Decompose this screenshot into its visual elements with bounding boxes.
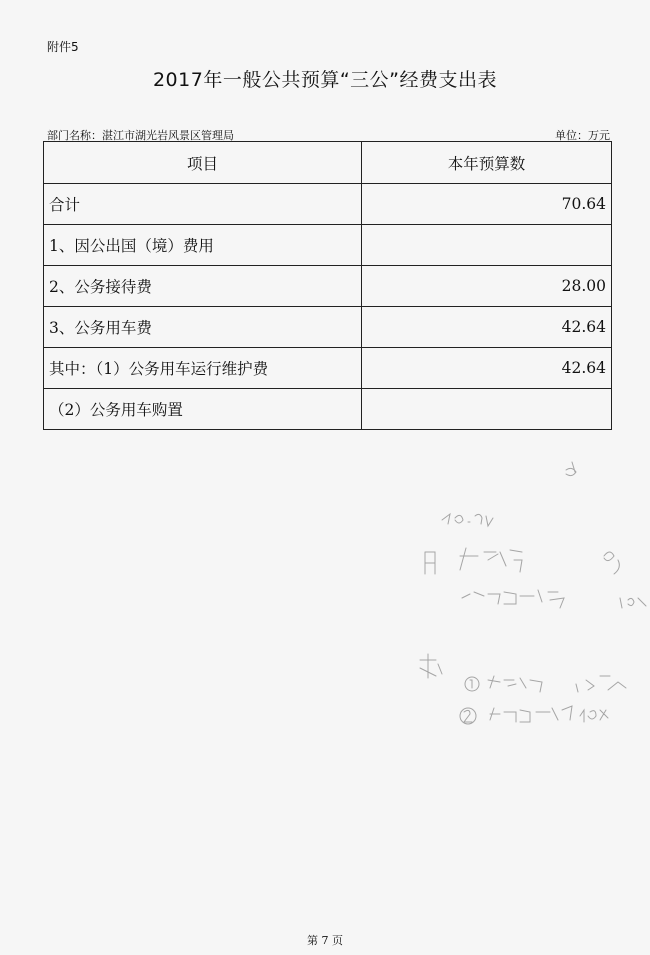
column-header-item: 项目 <box>44 142 362 184</box>
row-item: 2、公务接待费 <box>44 266 362 307</box>
row-item: 合计 <box>44 184 362 225</box>
table-header-row <box>44 142 612 184</box>
attachment-label: 附件5 <box>47 40 79 54</box>
row-value <box>362 389 612 430</box>
row-value: 70.64 <box>362 184 612 225</box>
column-header-budget: 本年预算数 <box>362 142 612 184</box>
table-row <box>44 307 612 348</box>
row-item: （2）公务用车购置 <box>44 389 362 430</box>
table-row <box>44 184 612 225</box>
row-value: 42.64 <box>362 307 612 348</box>
page-title: 2017年一般公共预算“三公”经费支出表 <box>152 69 498 91</box>
row-value <box>362 225 612 266</box>
row-item: 3、公务用车费 <box>44 307 362 348</box>
unit-label: 单位：万元 <box>555 129 610 142</box>
row-value: 42.64 <box>362 348 612 389</box>
row-item: 其中：（1）公务用车运行维护费 <box>44 348 362 389</box>
row-value: 28.00 <box>362 266 612 307</box>
page-number: 第 7 页 <box>307 934 343 947</box>
budget-table <box>43 141 612 430</box>
row-item: 1、因公出国（境）费用 <box>44 225 362 266</box>
department-name: 部门名称：湛江市湖光岩风景区管理局 <box>47 129 234 142</box>
table-row <box>44 266 612 307</box>
table-row <box>44 348 612 389</box>
table-row <box>44 225 612 266</box>
table-row <box>44 389 612 430</box>
